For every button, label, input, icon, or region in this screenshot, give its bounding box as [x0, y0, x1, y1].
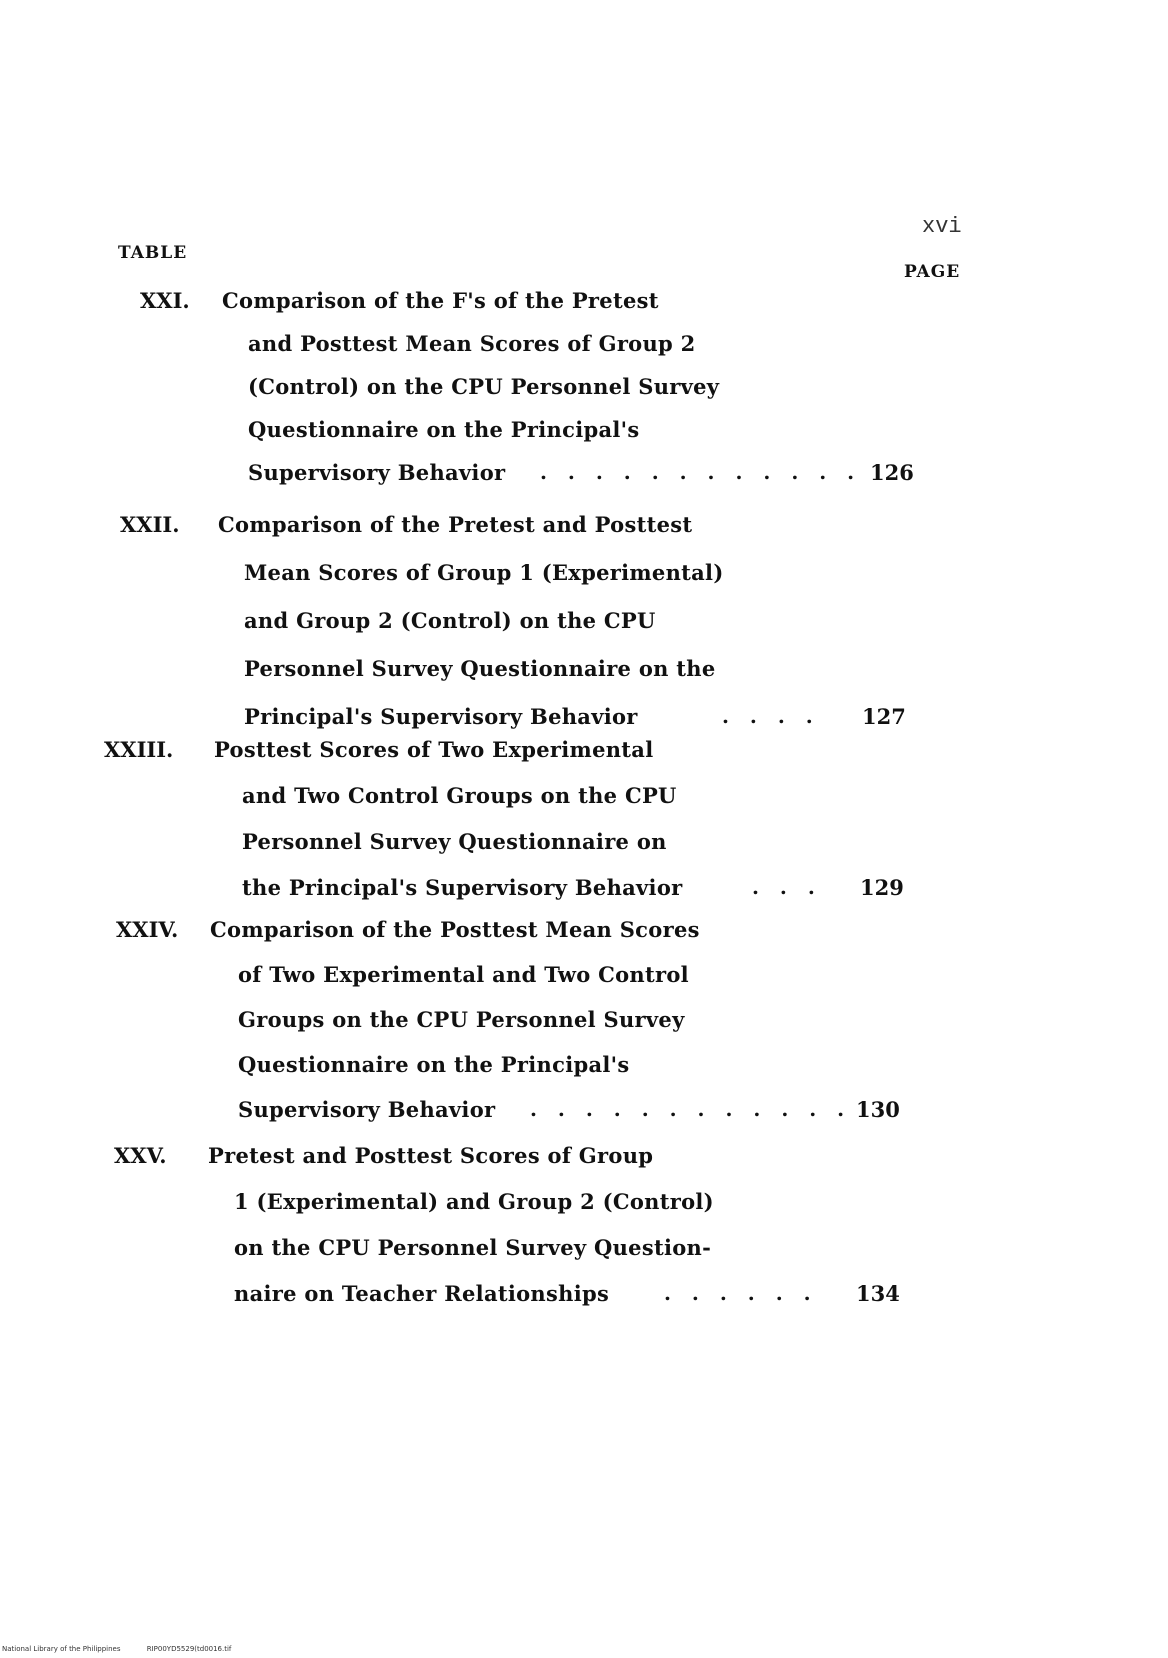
table-title-line: Comparison of the F's of the Pretest [222, 288, 659, 313]
table-numeral: XXIV. [116, 917, 179, 942]
table-title-line: Supervisory Behavior [238, 1097, 496, 1122]
page-ref: 134 [856, 1281, 900, 1306]
table-title-line: Groups on the CPU Personnel Survey [238, 1007, 685, 1032]
table-title-line: Personnel Survey Questionnaire on [242, 829, 667, 854]
table-title-line: and Group 2 (Control) on the CPU [244, 608, 656, 633]
page-column-header: PAGE [904, 262, 961, 282]
table-title-line: Comparison of the Pretest and Posttest [218, 512, 693, 537]
table-title-line: the Principal's Supervisory Behavior [242, 875, 683, 900]
table-title-line: Questionnaire on the Principal's [248, 417, 640, 442]
page-ref: 127 [862, 704, 906, 729]
table-column-header: TABLE [118, 243, 188, 263]
dot-leader: . . . . [722, 704, 820, 728]
table-title-line: naire on Teacher Relationships [234, 1281, 610, 1306]
table-title-line: and Posttest Mean Scores of Group 2 [248, 331, 696, 356]
file-id: RIP00YD5529(td0016.tif [146, 1645, 232, 1653]
table-title-line: Mean Scores of Group 1 (Experimental) [244, 560, 724, 585]
dot-leader: . . . . . . [664, 1281, 818, 1305]
table-title-line: and Two Control Groups on the CPU [242, 783, 677, 808]
table-title-line: Pretest and Posttest Scores of Group [208, 1143, 654, 1168]
page-ref: 126 [870, 460, 914, 485]
table-title-line: Supervisory Behavior [248, 460, 506, 485]
table-title-line: Posttest Scores of Two Experimental [214, 737, 654, 762]
dot-leader: . . . . . . . . . . . . [530, 1097, 852, 1121]
table-title-line: (Control) on the CPU Personnel Survey [248, 374, 720, 399]
table-numeral: XXI. [140, 288, 190, 313]
table-numeral: XXII. [120, 512, 180, 537]
dot-leader: . . . . . . . . . . . . [540, 460, 862, 484]
table-title-line: Questionnaire on the Principal's [238, 1052, 630, 1077]
dot-leader: . . . [752, 875, 822, 899]
library-credit: National Library of the Philippines [2, 1645, 121, 1653]
table-title-line: of Two Experimental and Two Control [238, 962, 689, 987]
table-title-line: Comparison of the Posttest Mean Scores [210, 917, 700, 942]
table-numeral: XXIII. [104, 737, 174, 762]
page-ref: 130 [856, 1097, 900, 1122]
table-title-line: on the CPU Personnel Survey Question- [234, 1235, 712, 1260]
table-title-line: Personnel Survey Questionnaire on the [244, 656, 716, 681]
table-title-line: Principal's Supervisory Behavior [244, 704, 638, 729]
scan-footer [2, 1645, 255, 1653]
page-ref: 129 [860, 875, 904, 900]
table-numeral: XXV. [114, 1143, 167, 1168]
page-number: xvi [922, 214, 962, 239]
table-title-line: 1 (Experimental) and Group 2 (Control) [234, 1189, 714, 1214]
